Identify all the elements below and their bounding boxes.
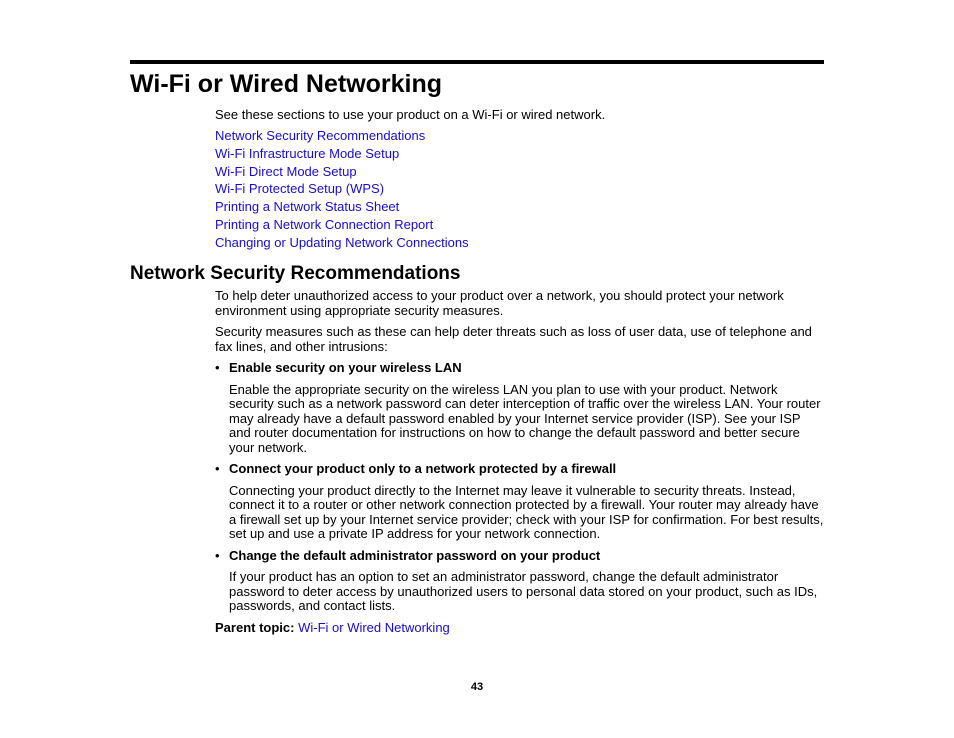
bullet-icon: • (215, 461, 220, 476)
list-item (215, 145, 469, 163)
link-connection-report[interactable]: Printing a Network Connection Report (215, 216, 434, 232)
link-status-sheet[interactable]: Printing a Network Status Sheet (215, 199, 400, 215)
list-item (215, 234, 469, 252)
bullet-icon: • (215, 547, 220, 563)
link-infrastructure-mode[interactable]: Wi-Fi Infrastructure Mode Setup (215, 145, 400, 161)
link-wifi-direct[interactable]: Wi-Fi Direct Mode Setup (215, 163, 357, 179)
page-number: 43 (470, 681, 484, 693)
link-wps[interactable]: Wi-Fi Protected Setup (WPS) (215, 181, 385, 197)
parent-topic-link[interactable]: Wi-Fi or Wired Networking (298, 619, 450, 635)
section-link-list (215, 127, 469, 252)
parent-topic (215, 621, 825, 636)
paragraph: To help deter unauthorized access to your product over a network, you should protect your network environment using appropriate security measures. (215, 288, 784, 318)
bullet-item (215, 361, 825, 376)
parent-topic-label: Parent topic: (215, 619, 295, 635)
bullet-text: If your product has an option to set an administrator password, change the default administrator password to deter access by unauthorized users to personal data stored on your product, such as IDs, passwords, and contact lists. (229, 569, 818, 613)
bullet-item (215, 462, 825, 477)
bullet-text: Enable the appropriate security on the wireless LAN you plan to use with your product. Network security such as a network password can deter interception of traffic over the wireless LAN. Your router may already have a default password enabled by your Internet service provider (ISP). See your ISP and router documentation for instructions on how to change the default password and better secure your network. (229, 381, 821, 455)
header-rule (130, 60, 824, 64)
bullet-title: Enable security on your wireless LAN (229, 360, 462, 375)
link-changing-connections[interactable]: Changing or Updating Network Connections (215, 234, 469, 250)
section-body (215, 289, 825, 642)
list-item (215, 180, 469, 198)
list-item (215, 198, 469, 216)
list-item (215, 163, 469, 181)
page-title: Wi-Fi or Wired Networking (130, 70, 443, 98)
bullet-item (215, 549, 825, 564)
list-item (215, 127, 469, 145)
section-heading: Network Security Recommendations (130, 263, 461, 284)
bullet-title: Change the default administrator password on your product (229, 547, 601, 563)
bullet-title: Connect your product only to a network protected by a firewall (229, 461, 617, 476)
bullet-text: Connecting your product directly to the Internet may leave it vulnerable to security threats. Instead, connect it to a router or other network connection protected by a firewall. Your router may already have a firewall set up by your Internet service provider; check with your ISP for confirmation. For best results, set up and use a private IP address for your network connection. (229, 482, 824, 541)
intro-text: See these sections to use your product on a Wi-Fi or wired network. (215, 107, 606, 122)
bullet-icon: • (215, 360, 220, 375)
link-network-security[interactable]: Network Security Recommendations (215, 128, 426, 143)
paragraph: Security measures such as these can help deter threats such as loss of user data, use of telephone and fax lines, and other intrusions: (215, 324, 812, 354)
list-item (215, 216, 469, 234)
